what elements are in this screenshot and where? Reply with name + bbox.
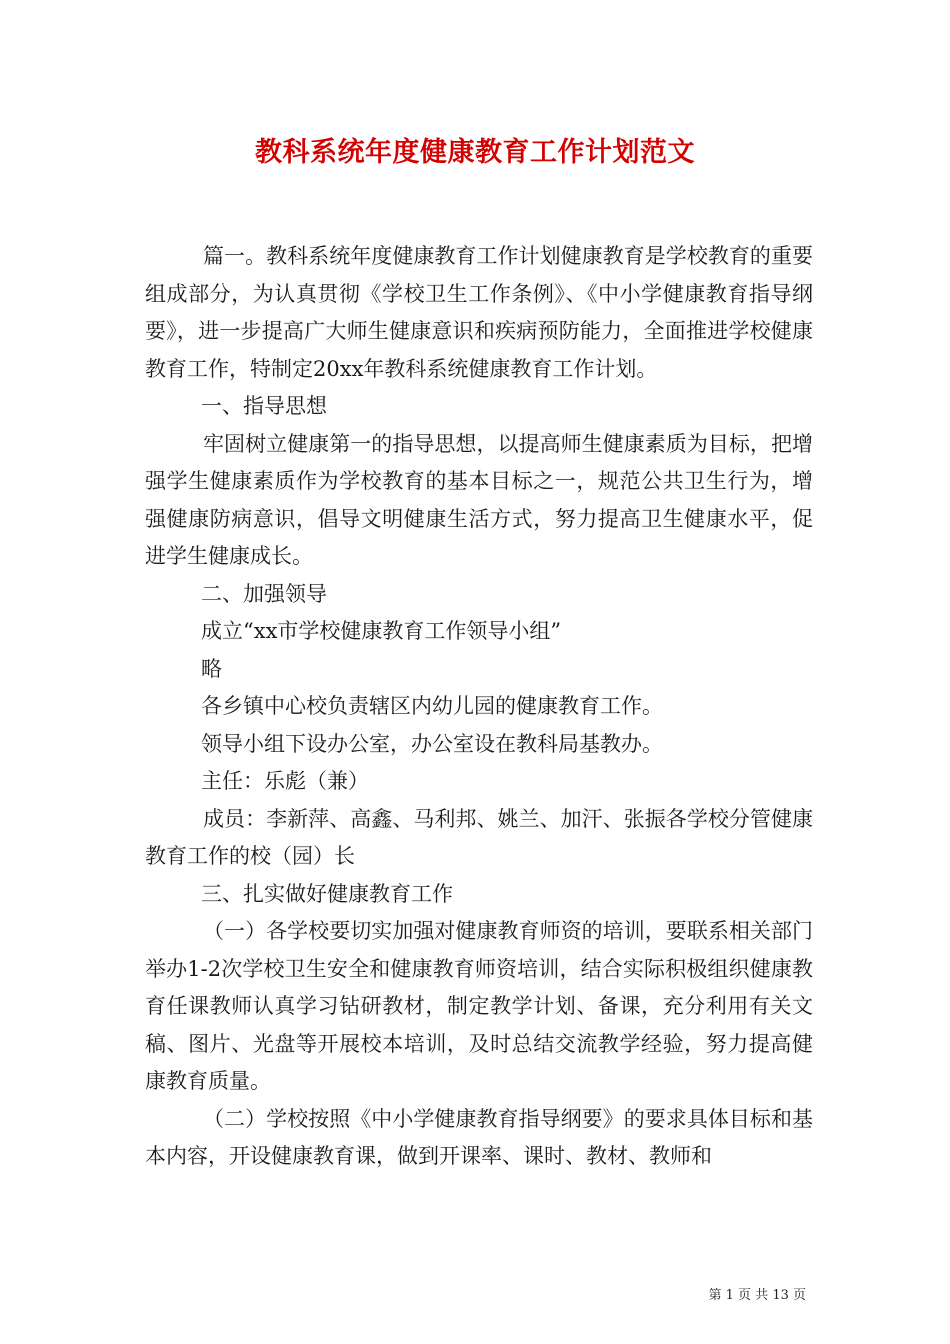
item-1-paragraph: （一）各学校要切实加强对健康教育师资的培训，要联系相关部门举办1-2次学校卫生安全和健康教育师资培训，结合实际积极组织健康教育任课教师认真学习钻研教材，制定教学计划、备课，充分利用有关文稿、图片、光盘等开展校本培训，及时总结交流教学经验，努力提高健康教育质量。 — [145, 919, 813, 1093]
intro-paragraph: 篇一。教科系统年度健康教育工作计划健康教育是学校教育的重要组成部分，为认真贯彻《学校卫生工作条例》、《中小学健康教育指导纲要》，进一步提高广大师生健康意识和疾病预防能力，全面推进学校健康教育工作，特制定20xx年教科系统健康教育工作计划。 — [145, 244, 813, 381]
guiding-thought-paragraph: 牢固树立健康第一的指导思想，以提高师生健康素质为目标，把增强学生健康素质作为学校教育的基本目标之一，规范公共卫生行为，增强健康防病意识，倡导文明健康生活方式，努力提高卫生健康水平，促进学生健康成长。 — [145, 431, 813, 568]
township-line: 各乡镇中心校负责辖区内幼儿园的健康教育工作。 — [201, 694, 663, 718]
members-paragraph: 成员：李新萍、高鑫、马利邦、姚兰、加汗、张振各学校分管健康教育工作的校（园）长 — [145, 806, 813, 868]
section-heading-1: 一、指导思想 — [201, 394, 327, 418]
section-heading-3: 三、扎实做好健康教育工作 — [201, 881, 453, 906]
leadership-group-line: 成立“xx市学校健康教育工作领导小组” — [201, 619, 562, 643]
section-heading-2: 二、加强领导 — [201, 581, 327, 606]
omitted-line: 略 — [201, 656, 222, 681]
document-title: 教科系统年度健康教育工作计划范文 — [255, 137, 695, 168]
director-line: 主任：乐彪（兼） — [201, 769, 369, 793]
office-line: 领导小组下设办公室，办公室设在教科局基教办。 — [201, 731, 663, 756]
page-number-footer: 第 1 页 共 13 页 — [708, 1288, 806, 1303]
item-2-paragraph: （二）学校按照《中小学健康教育指导纲要》的要求具体目标和基本内容，开设健康教育课，做到开课率、课时、教材、教师和 — [145, 1106, 813, 1168]
document-body — [145, 238, 813, 1176]
